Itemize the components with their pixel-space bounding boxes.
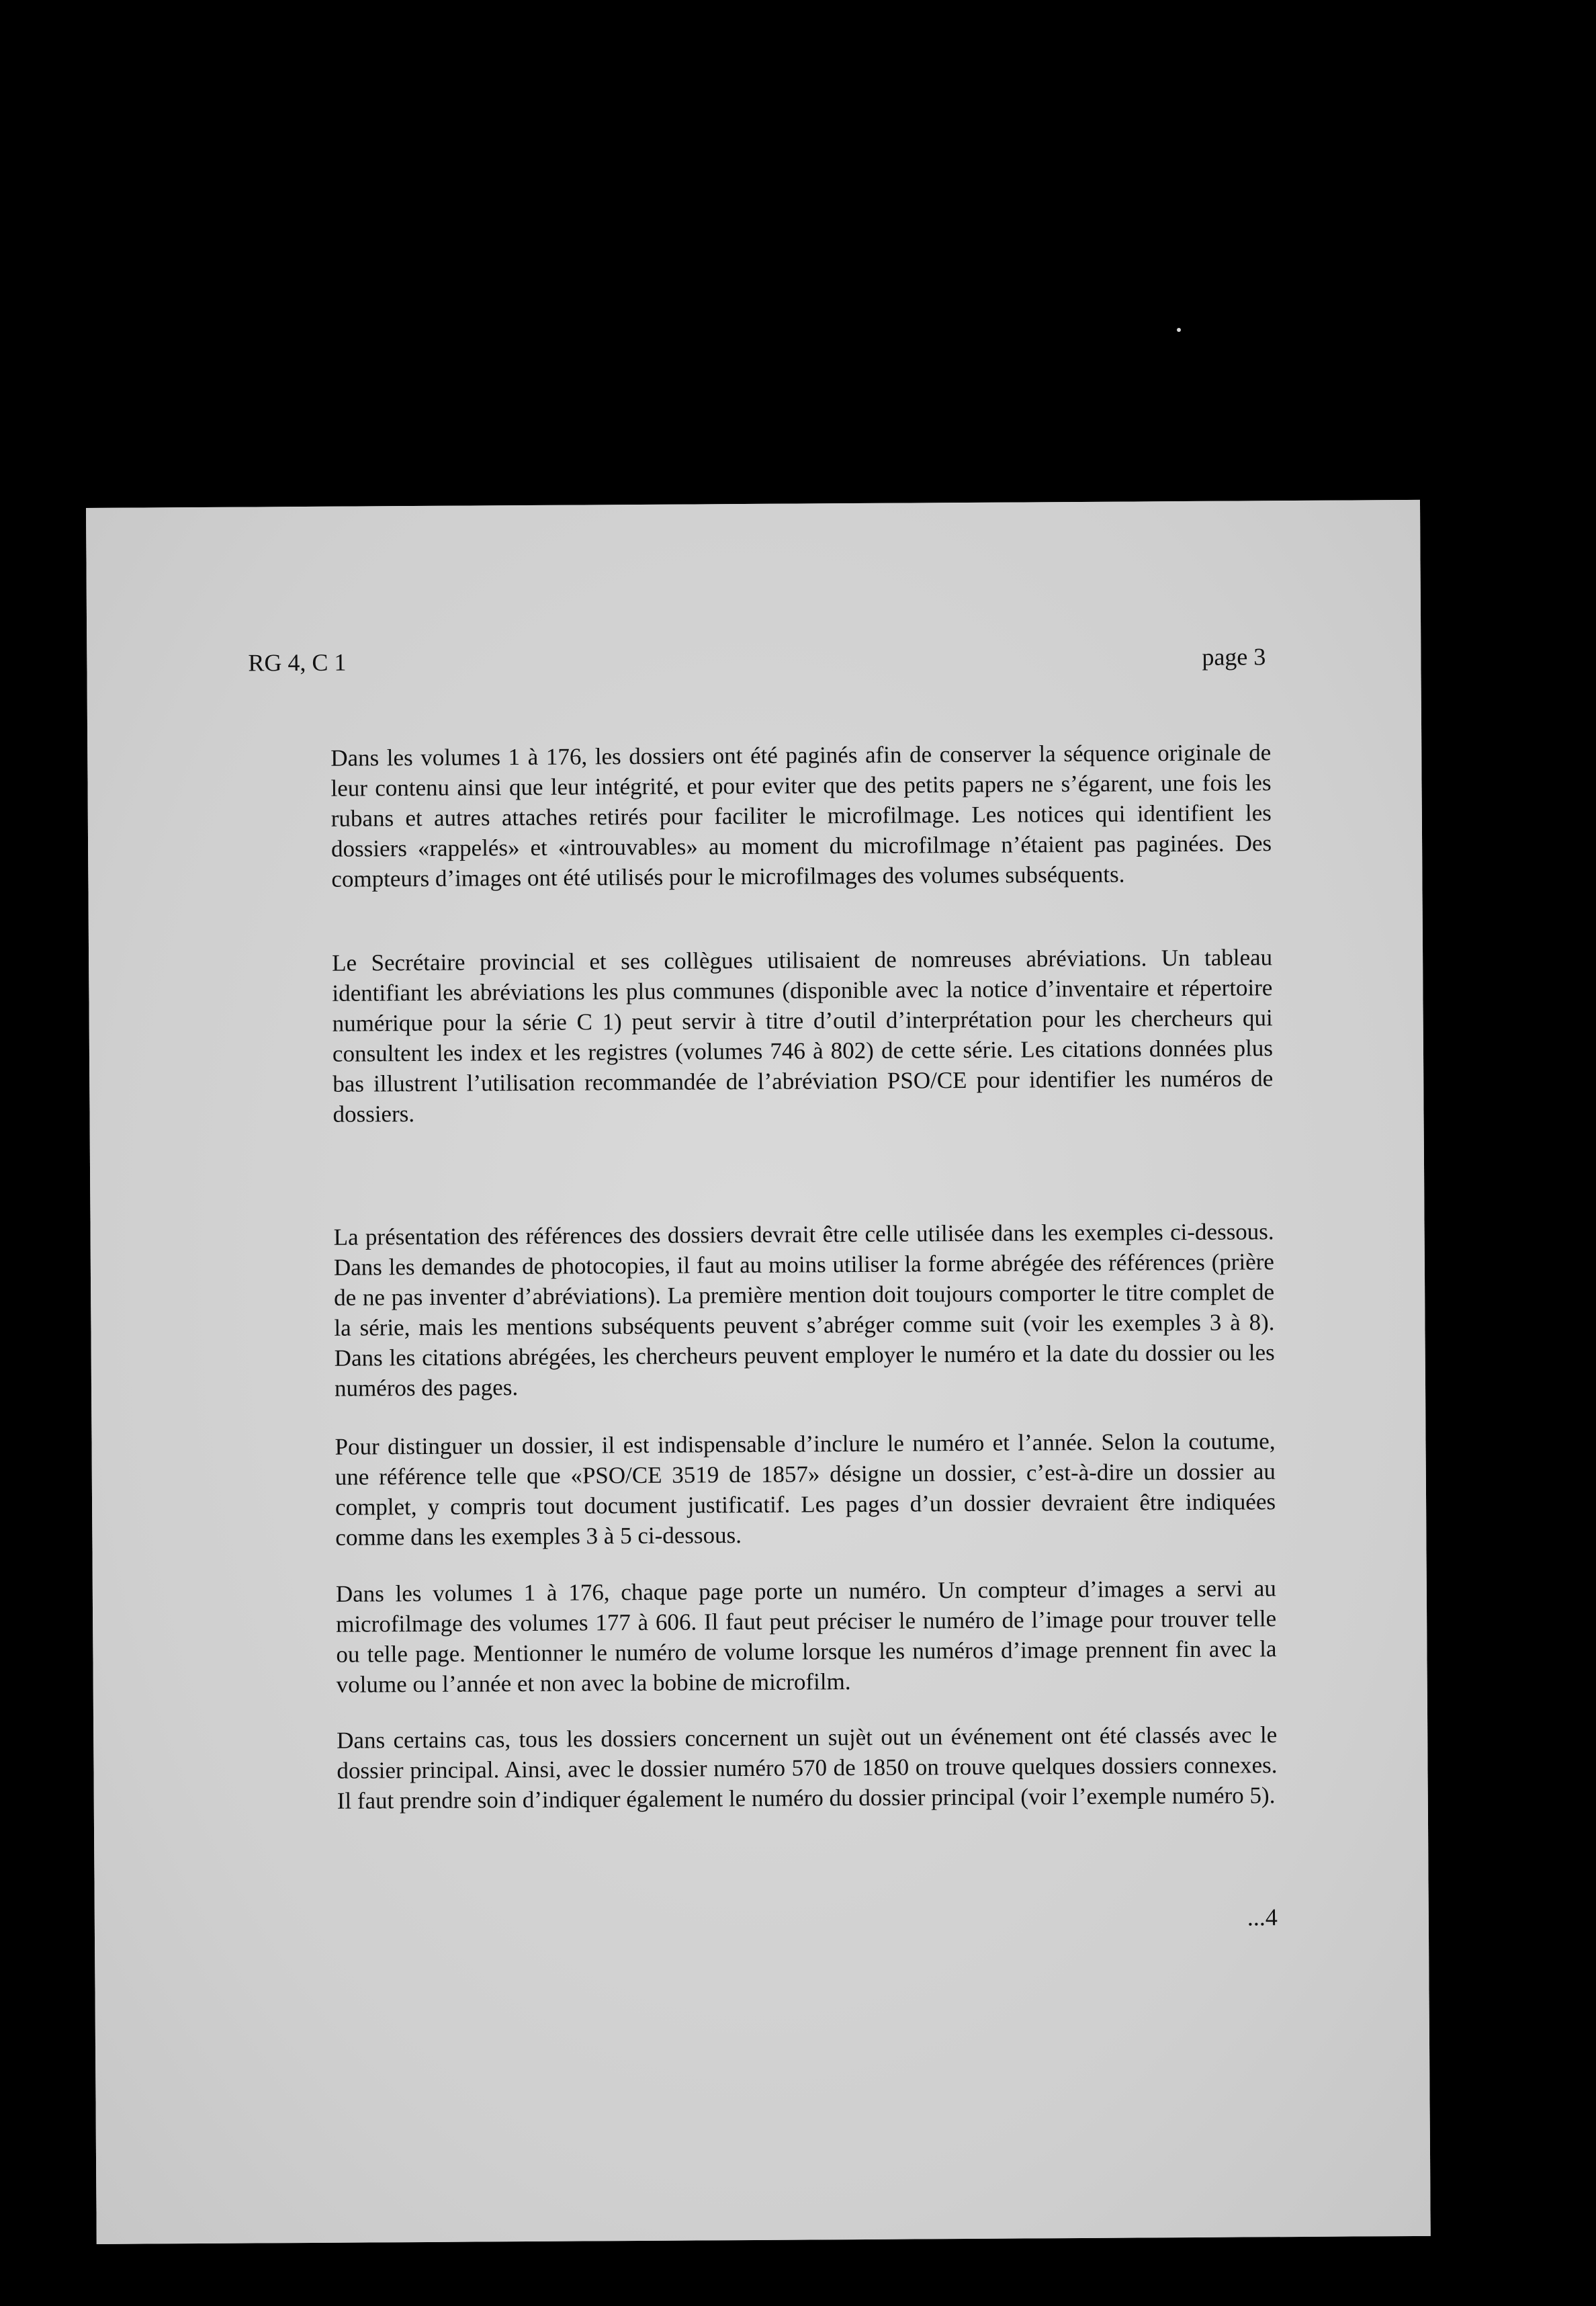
continuation-marker: ...4 [1247, 1904, 1278, 1931]
paragraph-pagination: Dans les volumes 1 à 176, les dossiers ont été paginés afin de conserver la séquence originale de leur contenu ainsi que leur intégrité, et pour eviter que des petits papers ne s’égarent, une fois les rubans et autres attaches retirés pour faciliter le microfilmage. Les notices qui identifient les dossiers «rappelés» et «introuvables» au moment du microfilmage n’étaient pas paginées. Des compteurs d’images ont été utilisés pour le microfilmages des volumes subséquents. [330, 739, 1272, 892]
page-number: page 3 [1202, 643, 1266, 671]
document-page [86, 500, 1431, 2244]
paragraph-related-files: Dans certains cas, tous les dossiers concernent un sujèt out un événement ont été classés avec le dossier principal. Ainsi, avec le dossier numéro 570 de 1850 on trouve quelques dossiers connexes. Il faut prendre soin d’indiquer également le numéro du dossier principal (voir l’exemple numéro 5). [337, 1721, 1278, 1814]
series-reference: RG 4, C 1 [248, 648, 347, 677]
scan-speck [1177, 328, 1181, 332]
paragraph-abbreviations: Le Secrétaire provincial et ses collègues utilisaient de nomreuses abréviations. Un tableau identifiant les abréviations les plus communes (disponible avec la notice d’inventaire et répertoire numérique pour la série C 1) peut servir à titre d’outil d’interprétation pour les chercheurs qui consultent les index et les registres (volumes 746 à 802) de cette série. Les citations données plus bas illustrent l’utilisation recommandée de l’abréviation PSO/CE pour identifier les numéros de dossiers. [332, 944, 1274, 1127]
paragraph-references: La présentation des références des dossiers devrait être celle utilisée dans les exemples ci-dessous. Dans les demandes de photocopies, il faut au moins utiliser la forme abrégée des références (prière de ne pas inventer d’abréviations). La première mention doit toujours comporter le titre complet de la série, mais les mentions subséquents peuvent s’abréger comme suit (voir les exemples 3 à 8). Dans les citations abrégées, les chercheurs peuvent employer le numéro et la date du dossier ou les numéros des pages. [333, 1218, 1275, 1402]
paragraph-image-counter: Dans les volumes 1 à 176, chaque page porte un numéro. Un compteur d’images a servi au microfilmage des volumes 177 à 606. Il faut peut préciser le numéro de l’image pour trouver telle ou telle page. Mentionner le numéro de volume lorsque les numéros d’image prennent fin avec la volume ou l’année et non avec la bobine de microfilm. [335, 1575, 1277, 1698]
paragraph-distinguish-file: Pour distinguer un dossier, il est indispensable d’inclure le numéro et l’année. Selon la coutume, une référence telle que «PSO/CE 3519 de 1857» désigne un dossier, c’est-à-dire un dossier au complet, y compris tout document justificatif. Les pages d’un dossier devraient être indiquées comme dans les exemples 3 à 5 ci-dessous. [335, 1428, 1276, 1551]
